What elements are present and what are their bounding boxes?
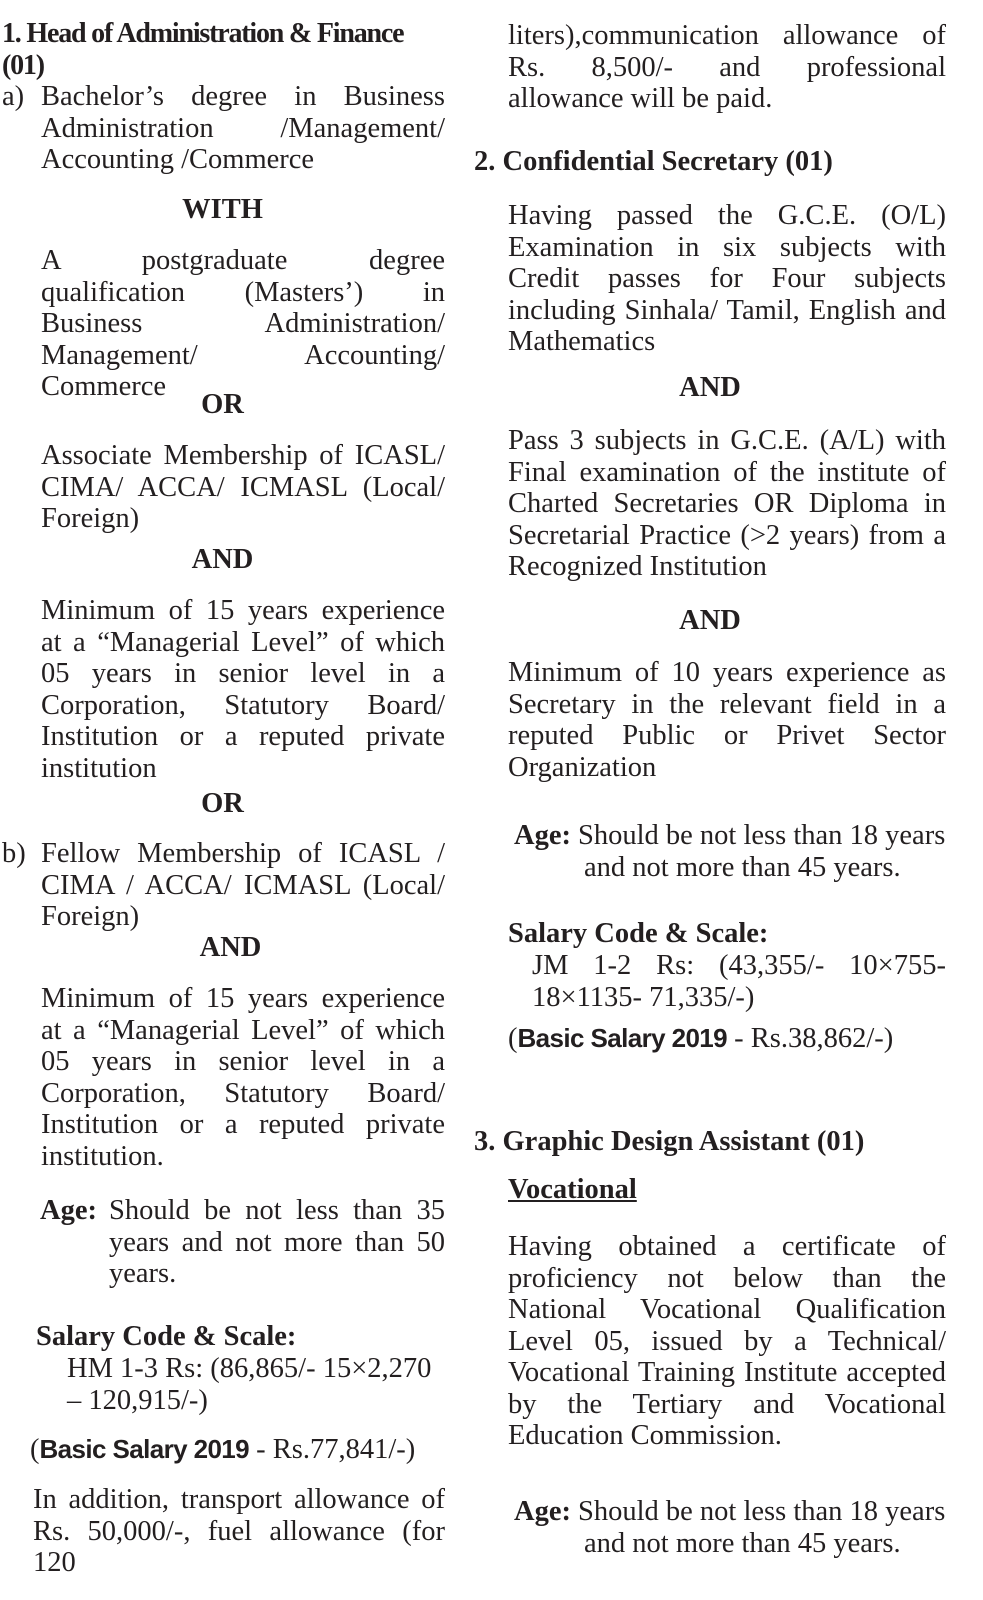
age-label: Age: xyxy=(40,1195,97,1226)
age-text-3b: and not more than 45 years. xyxy=(584,1528,901,1559)
item-a-text: Bachelor’s degree in Business Administration /Management/ Accounting /Commerce xyxy=(41,81,445,175)
basic-salary-label-2: Basic Salary 2019 xyxy=(517,1023,728,1053)
section-2-heading: 2. Confidential Secretary (01) xyxy=(474,146,833,177)
age-label-3: Age: xyxy=(514,1496,571,1527)
age-text: Should be not less than 35 years and not more than 50 years. xyxy=(109,1195,445,1289)
salary-label-2: Salary Code & Scale: xyxy=(508,918,769,949)
salary-label: Salary Code & Scale: xyxy=(36,1321,297,1352)
salary-scale: HM 1-3 Rs: (86,865/- 15×2,270 – 120,915/-) xyxy=(67,1353,432,1416)
basic-salary xyxy=(30,1434,460,1466)
section-3-heading: 3. Graphic Design Assistant (01) xyxy=(474,1126,865,1157)
basic-salary-value-2: - Rs.38,862/-) xyxy=(727,1023,894,1054)
basic-open-2: ( xyxy=(508,1023,518,1054)
experience-secretary: Minimum of 10 years experience as Secretary in the relevant field in a reputed Public or Privet Sector Organization xyxy=(508,657,946,783)
experience-b: Minimum of 15 years experience at a “Managerial Level” of which 05 years in senior level in a Corporation, Statutory Board/ Institution or a reputed private institution. xyxy=(41,983,445,1172)
age-text-2a: Should be not less than 18 years xyxy=(578,820,946,851)
item-a-label: a) xyxy=(2,81,25,112)
basic-open: ( xyxy=(30,1434,40,1465)
basic-salary-value: - Rs.77,841/-) xyxy=(249,1434,416,1465)
salary-scale-2: JM 1-2 Rs: (43,355/- 10×755- 18×1135- 71,335/-) xyxy=(532,950,946,1013)
section-1-heading: 1. Head of Administration & Finance (01) xyxy=(2,18,404,81)
with-separator: WITH xyxy=(182,194,263,225)
age-text-2b: and not more than 45 years. xyxy=(584,852,901,883)
item-b-text: Fellow Membership of ICASL / CIMA / ACCA/ ICMASL (Local/ Foreign) xyxy=(41,838,445,932)
and-separator-2: AND xyxy=(199,932,262,963)
postgrad-requirement: A postgraduate degree qualification (Masters’) in Business Administration/ Management/ Accounting/ Commerce xyxy=(41,245,445,402)
basic-salary-label: Basic Salary 2019 xyxy=(39,1434,250,1464)
gce-al-requirement: Pass 3 subjects in G.C.E. (A/L) with Final examination of the institute of Charted Secretaries OR Diploma in Secretarial Practice (>2 years) from a Recognized Institution xyxy=(508,425,946,582)
vocational-subheading: Vocational xyxy=(508,1174,637,1205)
and-separator-1: AND xyxy=(191,544,254,575)
nvq-requirement: Having obtained a certificate of proficiency not below than the National Vocational Qualification Level 05, issued by a Technical/ Vocational Training Institute accepted by the Tertiary and Vocational Education Commission. xyxy=(508,1231,946,1451)
age-text-3a: Should be not less than 18 years xyxy=(578,1496,946,1527)
associate-membership: Associate Membership of ICASL/ CIMA/ ACCA/ ICMASL (Local/ Foreign) xyxy=(41,440,445,534)
and-separator-r1: AND xyxy=(679,372,741,403)
or-separator-2: OR xyxy=(201,788,244,819)
experience-a: Minimum of 15 years experience at a “Managerial Level” of which 05 years in senior level in a Corporation, Statutory Board/ Institution or a reputed private institution xyxy=(41,595,445,784)
or-separator-1: OR xyxy=(201,389,244,420)
allowance-text: In addition, transport allowance of Rs. 50,000/-, fuel allowance (for 120 xyxy=(33,1484,445,1578)
allowance-continued: liters),communication allowance of Rs. 8,500/- and professional allowance will be paid. xyxy=(508,20,946,114)
basic-salary-2 xyxy=(508,1023,948,1055)
age-label-2: Age: xyxy=(514,820,571,851)
item-b-label: b) xyxy=(2,838,26,869)
and-separator-r2: AND xyxy=(679,605,741,636)
gce-ol-requirement: Having passed the G.C.E. (O/L) Examination in six subjects with Credit passes for Four subjects including Sinhala/ Tamil, English and Mathematics xyxy=(508,200,946,357)
